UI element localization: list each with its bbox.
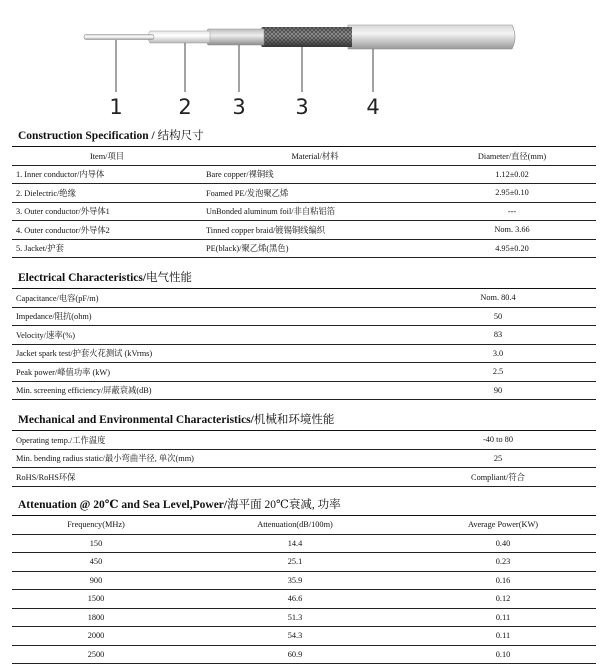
attenuation-cell: 14.4 (180, 534, 410, 553)
table-row (12, 468, 596, 487)
construction-table (12, 146, 596, 258)
power-cell: 0.16 (410, 571, 596, 590)
item-cell: 4. Outer conductor/外导体2 (12, 221, 202, 240)
table-row (12, 590, 596, 609)
value-cell: 3.0 (400, 344, 596, 363)
attenuation-cell: 60.9 (180, 645, 410, 664)
electrical-title-en: Electrical Characteristics/ (18, 272, 147, 284)
property-cell: Impedance/阻抗(ohm) (12, 307, 262, 326)
table-row (12, 534, 596, 553)
property-cell: Min. screening efficiency/屏蔽衰减(dB) (12, 381, 262, 400)
column-header: Material/材料 (202, 147, 428, 166)
power-cell: 0.23 (410, 553, 596, 572)
frequency-cell: 1500 (12, 590, 180, 609)
value-cell: Compliant/符合 (400, 468, 596, 487)
table-row (12, 307, 596, 326)
property-cell: Capacitance/电容(pF/m) (12, 289, 262, 308)
property-cell: RoHS/RoHS环保 (12, 468, 302, 487)
table-row (12, 202, 596, 221)
callout-number: 3 (295, 95, 309, 119)
inner-conductor (84, 35, 154, 40)
table-row (12, 645, 596, 664)
material-cell: Foamed PE/发泡聚乙烯 (202, 184, 428, 203)
value-cell: 2.5 (400, 363, 596, 382)
electrical-section-title (18, 269, 192, 285)
power-cell: 0.10 (410, 645, 596, 664)
construction-section-title (18, 127, 204, 143)
material-cell: UnBonded aluminum foil/非自粘铝箔 (202, 202, 428, 221)
table-row (12, 184, 596, 203)
column-header: Average Power(KW) (410, 516, 596, 535)
table-header-row (12, 147, 596, 166)
power-cell: 0.11 (410, 627, 596, 646)
frequency-cell: 2000 (12, 627, 180, 646)
attenuation-cell: 35.9 (180, 571, 410, 590)
attenuation-table (12, 515, 596, 664)
callout-leader-lines (116, 40, 373, 92)
table-row (12, 608, 596, 627)
item-cell: 2. Dielectric/绝缘 (12, 184, 202, 203)
material-cell: PE(black)/聚乙烯(黑色) (202, 239, 428, 258)
material-cell: Tinned copper braid/镀锡铜线编织 (202, 221, 428, 240)
table-row (12, 363, 596, 382)
table-row (12, 289, 596, 308)
frequency-cell: 2500 (12, 645, 180, 664)
property-cell: Operating temp./工作温度 (12, 431, 302, 450)
table-row (12, 344, 596, 363)
electrical-title-cn: 电气性能 (146, 272, 193, 284)
jacket-layer (348, 25, 515, 49)
diameter-cell: 1.12±0.02 (428, 165, 596, 184)
callout-number: 2 (178, 95, 192, 119)
attenuation-cell: 25.1 (180, 553, 410, 572)
diameter-cell: --- (428, 202, 596, 221)
attenuation-cell: 54.3 (180, 627, 410, 646)
column-header: Attenuation(dB/100m) (180, 516, 410, 535)
column-header: Item/项目 (12, 147, 202, 166)
mechanical-section-title (18, 411, 334, 427)
table-row (12, 381, 596, 400)
table-row (12, 571, 596, 590)
foil-layer (206, 29, 265, 45)
value-cell: -40 to 80 (400, 431, 596, 450)
mechanical-title-cn: 机械和环境性能 (253, 414, 335, 426)
value-cell: 90 (400, 381, 596, 400)
table-row (12, 326, 596, 345)
frequency-cell: 150 (12, 534, 180, 553)
table-row (12, 239, 596, 258)
attenuation-section-title (18, 496, 341, 512)
construction-title-cn: 结构尺寸 (154, 130, 204, 142)
power-cell: 0.12 (410, 590, 596, 609)
table-row (12, 165, 596, 184)
attenuation-cell: 51.3 (180, 608, 410, 627)
callout-number: 4 (366, 95, 380, 119)
power-cell: 0.11 (410, 608, 596, 627)
table-row (12, 431, 596, 450)
mechanical-table (12, 430, 596, 487)
frequency-cell: 900 (12, 571, 180, 590)
callout-number: 3 (232, 95, 246, 119)
property-cell: Jacket spark test/护套火花测试 (kVrms) (12, 344, 262, 363)
property-cell: Velocity/速率(%) (12, 326, 262, 345)
value-cell: 83 (400, 326, 596, 345)
electrical-table (12, 288, 596, 400)
value-cell: 50 (400, 307, 596, 326)
diameter-cell: Nom. 3.66 (428, 221, 596, 240)
table-row (12, 221, 596, 240)
attenuation-cell: 46.6 (180, 590, 410, 609)
item-cell: 5. Jacket/护套 (12, 239, 202, 258)
item-cell: 1. Inner conductor/内导体 (12, 165, 202, 184)
callout-number: 1 (109, 95, 123, 119)
mechanical-title-en: Mechanical and Environmental Characteristics/ (18, 414, 254, 426)
diameter-cell: 4.95±0.20 (428, 239, 596, 258)
column-header: Diameter/直径(mm) (428, 147, 596, 166)
construction-title-en: Construction Specification / (18, 130, 155, 142)
attenuation-title-en: Attenuation @ 20℃ and Sea Level,Power/ (18, 499, 228, 511)
material-cell: Bare copper/裸铜线 (202, 165, 428, 184)
item-cell: 3. Outer conductor/外导体1 (12, 202, 202, 221)
cable-cross-section-illustration (0, 0, 612, 120)
frequency-cell: 1800 (12, 608, 180, 627)
power-cell: 0.40 (410, 534, 596, 553)
value-cell: Nom. 80.4 (400, 289, 596, 308)
column-header: Frequency(MHz) (12, 516, 180, 535)
table-row (12, 627, 596, 646)
property-cell: Peak power/峰值功率 (kW) (12, 363, 262, 382)
property-cell: Min. bending radius static/最小弯曲半径, 单次(mm) (12, 449, 302, 468)
braid-layer (260, 27, 353, 47)
value-cell: 25 (400, 449, 596, 468)
table-row (12, 449, 596, 468)
table-header-row (12, 516, 596, 535)
attenuation-title-cn: 海平面 20℃衰减, 功率 (227, 499, 341, 511)
frequency-cell: 450 (12, 553, 180, 572)
dielectric-layer (148, 31, 210, 43)
table-row (12, 553, 596, 572)
diameter-cell: 2.95±0.10 (428, 184, 596, 203)
